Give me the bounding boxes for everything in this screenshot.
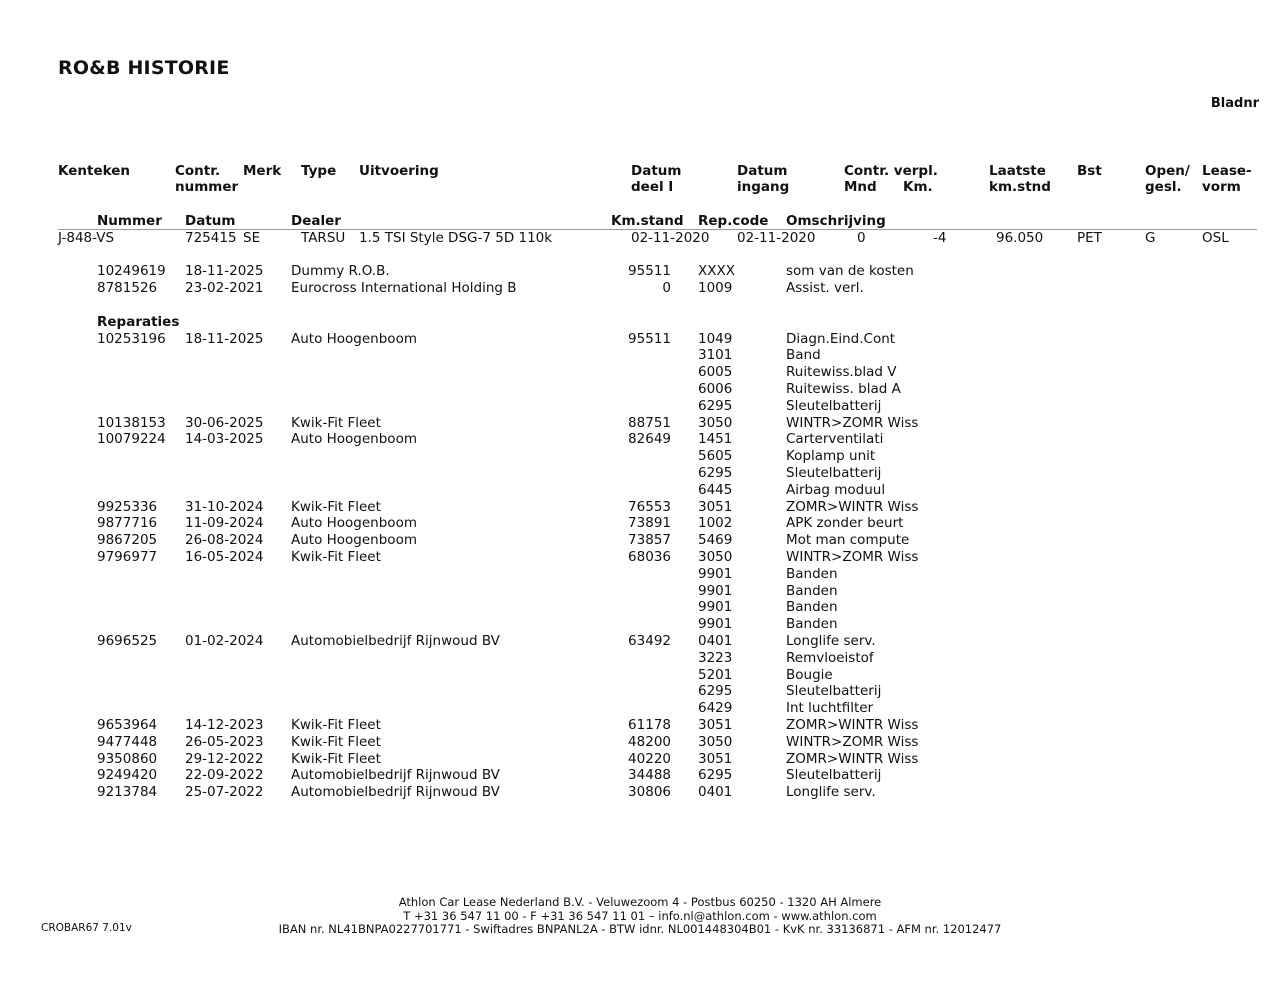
header-merk: Merk	[243, 163, 282, 179]
row-kmstand: 63492	[628, 632, 671, 649]
row-omschrijving: Remvloeistof	[786, 649, 874, 666]
header-datum-ingang-2: ingang	[737, 179, 790, 195]
row-datum: 25-07-2022	[185, 784, 264, 801]
row-omschrijving: APK zonder beurt	[786, 515, 904, 532]
vehicle-uitvoering: 1.5 TSI Style DSG-7 5D 110k	[359, 230, 553, 246]
row-kmstand: 0	[662, 279, 671, 296]
row-datum: 23-02-2021	[185, 279, 264, 296]
row-repcode: 6295	[698, 767, 733, 784]
row-nummer: 9696525	[97, 632, 158, 649]
header-laatste-1: Laatste	[989, 163, 1046, 179]
row-repcode: 3223	[698, 649, 733, 666]
subheader-datum: Datum	[185, 213, 236, 229]
row-nummer: 10253196	[97, 330, 166, 347]
form-code: CROBAR67 7.01v	[41, 922, 132, 934]
vehicle-laatste-kmstnd: 96.050	[996, 230, 1044, 246]
row-repcode: 9901	[698, 565, 733, 582]
row-repcode: 3051	[698, 750, 733, 767]
row-repcode: 1451	[698, 431, 733, 448]
row-nummer: 9653964	[97, 716, 158, 733]
row-datum: 16-05-2024	[185, 548, 264, 565]
header-bst: Bst	[1077, 163, 1102, 179]
vehicle-mnd: 0	[857, 230, 866, 246]
row-repcode: 1049	[698, 330, 733, 347]
row-repcode: 3050	[698, 414, 733, 431]
row-nummer: 9477448	[97, 733, 158, 750]
row-dealer: Auto Hoogenboom	[291, 532, 417, 549]
row-omschrijving: Int luchtfilter	[786, 700, 874, 717]
header-contr-verpl: Contr. verpl.	[844, 163, 938, 179]
vehicle-datum-deel: 02-11-2020	[631, 230, 710, 246]
row-kmstand: 73857	[628, 532, 671, 549]
row-kmstand: 82649	[628, 431, 671, 448]
page-title: RO&B HISTORIE	[58, 57, 230, 79]
header-datum-deel-1: Datum	[631, 163, 682, 179]
row-omschrijving: Assist. verl.	[786, 279, 864, 296]
row-datum: 30-06-2025	[185, 414, 264, 431]
row-dealer: Automobielbedrijf Rijnwoud BV	[291, 767, 500, 784]
header-km: Km.	[903, 179, 933, 195]
row-repcode: 3050	[698, 548, 733, 565]
header-lease-1: Lease-	[1202, 163, 1252, 179]
row-dealer: Auto Hoogenboom	[291, 515, 417, 532]
row-dealer: Automobielbedrijf Rijnwoud BV	[291, 784, 500, 801]
header-datum-deel-2: deel I	[631, 179, 674, 195]
row-repcode: 0401	[698, 632, 733, 649]
row-kmstand: 88751	[628, 414, 671, 431]
row-dealer: Kwik-Fit Fleet	[291, 750, 381, 767]
subheader-repcode: Rep.code	[698, 213, 769, 229]
row-dealer: Auto Hoogenboom	[291, 431, 417, 448]
row-omschrijving: Banden	[786, 565, 838, 582]
row-omschrijving: Ruitewiss.blad V	[786, 364, 897, 381]
row-dealer: Kwik-Fit Fleet	[291, 716, 381, 733]
row-kmstand: 30806	[628, 784, 671, 801]
vehicle-type: TARSU	[301, 230, 346, 246]
header-datum-ingang-1: Datum	[737, 163, 788, 179]
row-repcode: 6005	[698, 364, 733, 381]
row-kmstand: 73891	[628, 515, 671, 532]
row-omschrijving: Longlife serv.	[786, 784, 876, 801]
row-datum: 31-10-2024	[185, 498, 264, 515]
row-omschrijving: Ruitewiss. blad A	[786, 380, 901, 397]
row-repcode: 3101	[698, 347, 733, 364]
row-dealer: Auto Hoogenboom	[291, 330, 417, 347]
footer-line-1: Athlon Car Lease Nederland B.V. - Veluwezoom 4 - Postbus 60250 - 1320 AH Almere	[398, 895, 882, 909]
row-kmstand: 76553	[628, 498, 671, 515]
vehicle-merk: SE	[243, 230, 261, 246]
vehicle-km: -4	[933, 230, 947, 246]
row-omschrijving: Airbag moduul	[786, 481, 886, 498]
vehicle-bst: PET	[1077, 230, 1102, 246]
row-kmstand: 40220	[628, 750, 671, 767]
row-repcode: 6295	[698, 464, 733, 481]
header-type: Type	[301, 163, 337, 179]
row-omschrijving: Sleutelbatterij	[786, 397, 882, 414]
row-repcode: 6295	[698, 397, 733, 414]
header-open-1: Open/	[1145, 163, 1190, 179]
row-nummer: 8781526	[97, 279, 158, 296]
row-repcode: 6006	[698, 380, 733, 397]
footer-line-3: IBAN nr. NL41BNPA0227701771 - Swiftadres BNPANL2A - BTW idnr. NL001448304B01 - KvK nr. 33136871 - AFM nr. 12012477	[278, 922, 1002, 936]
header-lease-2: vorm	[1202, 179, 1241, 195]
row-repcode: 3051	[698, 498, 733, 515]
subheader-dealer: Dealer	[291, 213, 341, 229]
vehicle-contract: 725415	[185, 230, 237, 246]
row-omschrijving: Band	[786, 347, 821, 364]
row-dealer: Kwik-Fit Fleet	[291, 733, 381, 750]
row-omschrijving: ZOMR>WINTR Wiss	[786, 498, 919, 515]
row-dealer: Automobielbedrijf Rijnwoud BV	[291, 632, 500, 649]
header-uitvoering: Uitvoering	[359, 163, 439, 179]
row-omschrijving: WINTR>ZOMR Wiss	[786, 548, 919, 565]
vehicle-open-gesl: G	[1145, 230, 1156, 246]
footer-line-2: T +31 36 547 11 00 - F +31 36 547 11 01 – info.nl@athlon.com - www.athlon.com	[403, 909, 877, 923]
row-datum: 22-09-2022	[185, 767, 264, 784]
row-omschrijving: Koplamp unit	[786, 448, 876, 465]
header-mnd: Mnd	[844, 179, 877, 195]
row-repcode: 6295	[698, 683, 733, 700]
row-repcode: XXXX	[698, 263, 735, 279]
row-omschrijving: Longlife serv.	[786, 632, 876, 649]
row-datum: 11-09-2024	[185, 515, 264, 532]
row-kmstand: 34488	[628, 767, 671, 784]
subheader-nummer: Nummer	[97, 213, 162, 229]
row-nummer: 9213784	[97, 784, 158, 801]
row-omschrijving: Bougie	[786, 666, 833, 683]
row-nummer: 9249420	[97, 767, 158, 784]
row-datum: 14-03-2025	[185, 431, 264, 448]
header-kenteken: Kenteken	[58, 163, 130, 179]
row-repcode: 1009	[698, 279, 733, 296]
row-omschrijving: Banden	[786, 582, 838, 599]
row-nummer: 9796977	[97, 548, 158, 565]
subheader-kmstand: Km.stand	[611, 213, 684, 229]
row-nummer: 9867205	[97, 532, 158, 549]
row-omschrijving: Mot man compute	[786, 532, 910, 549]
row-datum: 18-11-2025	[185, 330, 264, 347]
row-nummer: 10249619	[97, 263, 166, 279]
vehicle-lease-vorm: OSL	[1202, 230, 1229, 246]
vehicle-kenteken: J-848-VS	[58, 230, 115, 246]
row-nummer: 10138153	[97, 414, 166, 431]
row-dealer: Eurocross International Holding B	[291, 279, 517, 296]
row-repcode: 9901	[698, 616, 733, 633]
row-repcode: 9901	[698, 599, 733, 616]
row-omschrijving: Diagn.Eind.Cont	[786, 330, 896, 347]
row-dealer: Dummy R.O.B.	[291, 263, 390, 279]
subheader-omschrijving: Omschrijving	[786, 213, 886, 229]
row-datum: 26-05-2023	[185, 733, 264, 750]
row-omschrijving: ZOMR>WINTR Wiss	[786, 750, 919, 767]
vehicle-datum-ingang: 02-11-2020	[737, 230, 816, 246]
row-repcode: 5201	[698, 666, 733, 683]
row-omschrijving: Banden	[786, 616, 838, 633]
row-kmstand: 95511	[628, 330, 671, 347]
row-datum: 26-08-2024	[185, 532, 264, 549]
reparaties-heading: Reparaties	[97, 314, 180, 330]
row-repcode: 5605	[698, 448, 733, 465]
row-kmstand: 61178	[628, 716, 671, 733]
row-repcode: 6445	[698, 481, 733, 498]
row-repcode: 3051	[698, 716, 733, 733]
bladnr-label: Bladnr	[1210, 96, 1259, 111]
row-nummer: 9877716	[97, 515, 158, 532]
row-dealer: Kwik-Fit Fleet	[291, 498, 381, 515]
row-nummer: 9350860	[97, 750, 158, 767]
row-omschrijving: WINTR>ZOMR Wiss	[786, 414, 919, 431]
row-repcode: 9901	[698, 582, 733, 599]
row-dealer: Kwik-Fit Fleet	[291, 414, 381, 431]
row-nummer: 9925336	[97, 498, 158, 515]
row-repcode: 1002	[698, 515, 733, 532]
row-omschrijving: WINTR>ZOMR Wiss	[786, 733, 919, 750]
row-omschrijving: Carterventilati	[786, 431, 884, 448]
row-nummer: 10079224	[97, 431, 166, 448]
row-repcode: 0401	[698, 784, 733, 801]
row-repcode: 3050	[698, 733, 733, 750]
row-kmstand: 68036	[628, 548, 671, 565]
row-repcode: 5469	[698, 532, 733, 549]
row-datum: 29-12-2022	[185, 750, 264, 767]
header-nummer: nummer	[175, 179, 239, 195]
row-kmstand: 95511	[628, 263, 671, 279]
row-datum: 01-02-2024	[185, 632, 264, 649]
row-kmstand: 48200	[628, 733, 671, 750]
row-omschrijving: ZOMR>WINTR Wiss	[786, 716, 919, 733]
header-contr: Contr.	[175, 163, 221, 179]
row-omschrijving: Sleutelbatterij	[786, 683, 882, 700]
row-dealer: Kwik-Fit Fleet	[291, 548, 381, 565]
header-laatste-2: km.stnd	[989, 179, 1051, 195]
row-omschrijving: Sleutelbatterij	[786, 767, 882, 784]
row-omschrijving: Sleutelbatterij	[786, 464, 882, 481]
row-omschrijving: som van de kosten	[786, 263, 914, 279]
row-datum: 14-12-2023	[185, 716, 264, 733]
row-datum: 18-11-2025	[185, 263, 264, 279]
row-repcode: 6429	[698, 700, 733, 717]
row-omschrijving: Banden	[786, 599, 838, 616]
header-open-2: gesl.	[1145, 179, 1182, 195]
